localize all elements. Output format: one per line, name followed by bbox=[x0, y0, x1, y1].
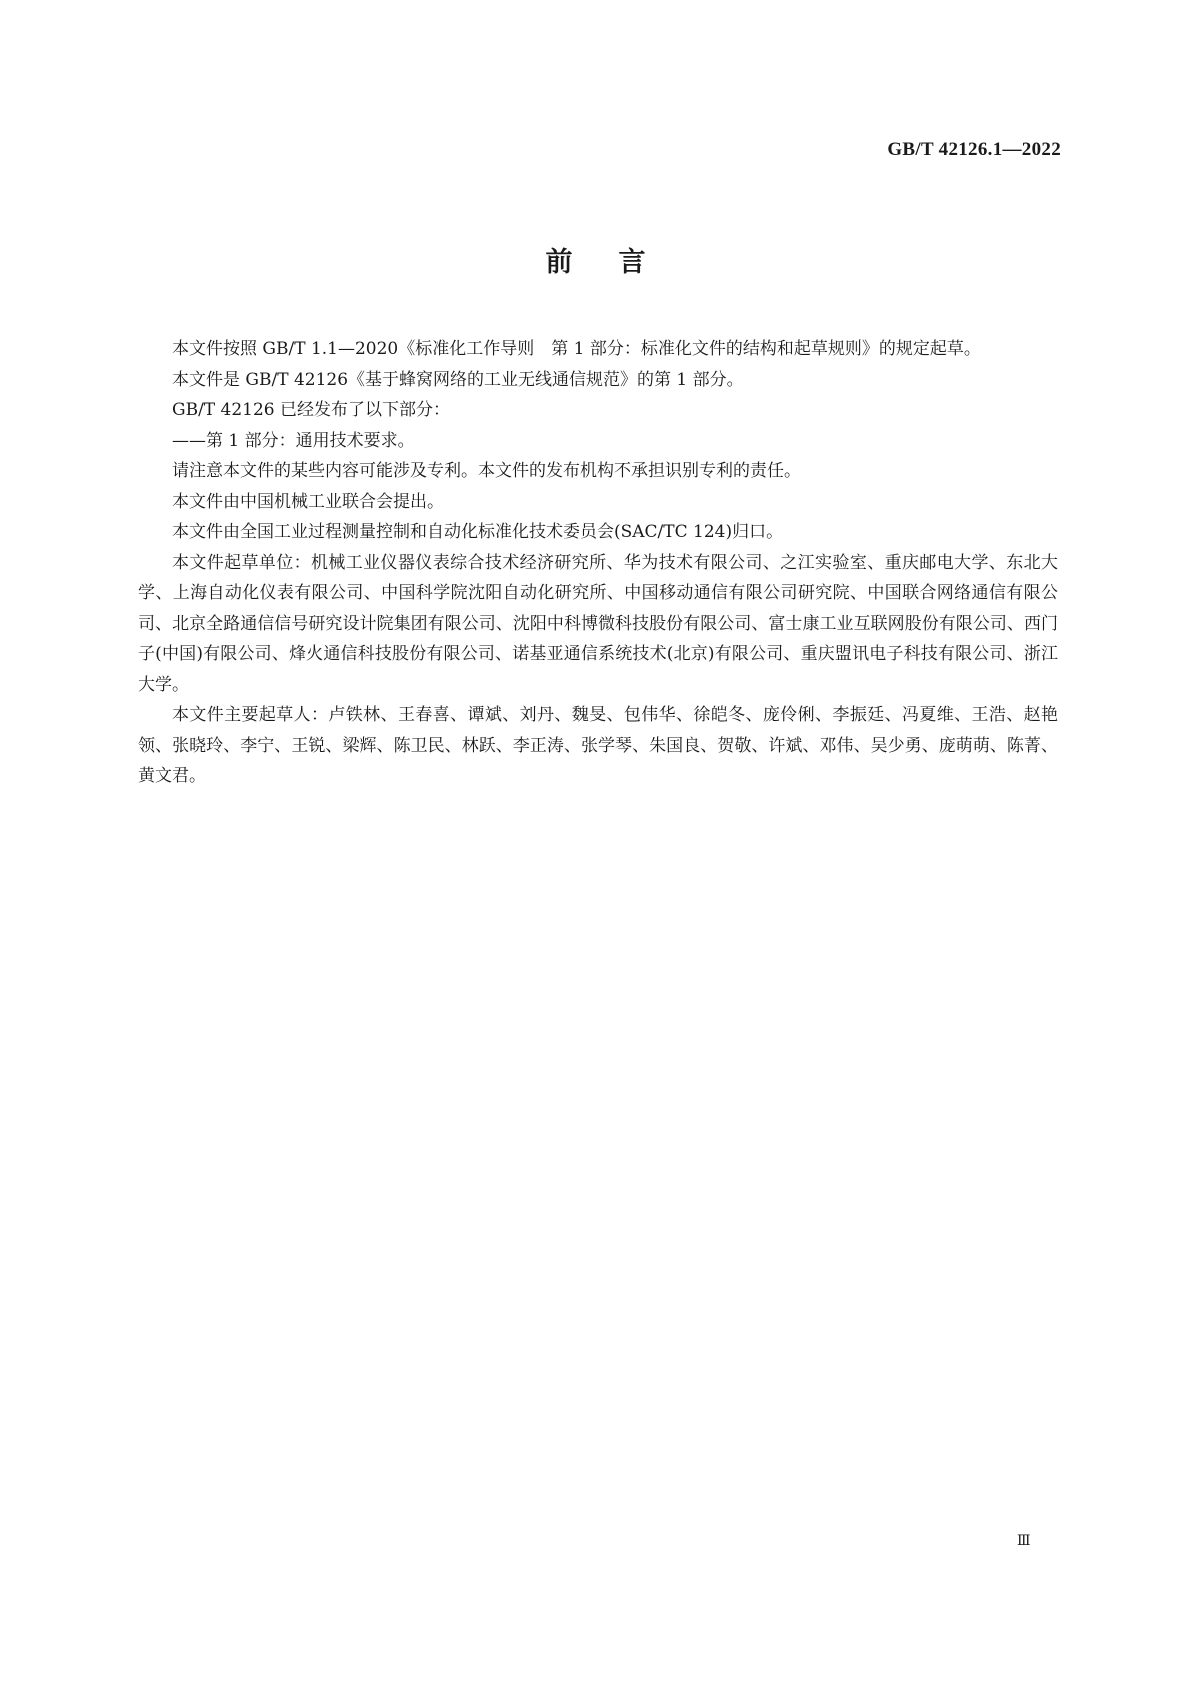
paragraph-drafting-organizations: 本文件起草单位：机械工业仪器仪表综合技术经济研究所、华为技术有限公司、之江实验室、重庆邮电大学、东北大学、上海自动化仪表有限公司、中国科学院沈阳自动化研究所、中国移动通信有限公司研究院、中国联合网络通信有限公司、北京全路通信信号研究设计院集团有限公司、沈阳中科博微科技股份有限公司、富士康工业互联网股份有限公司、西门子(中国)有限公司、烽火通信科技股份有限公司、诺基亚通信系统技术(北京)有限公司、重庆盟讯电子科技有限公司、浙江大学。 bbox=[138, 552, 1058, 695]
paragraph-part-of-series: 本文件是 GB/T 42126《基于蜂窝网络的工业无线通信规范》的第 1 部分。 bbox=[172, 369, 744, 390]
paragraph-proposed-by: 本文件由中国机械工业联合会提出。 bbox=[172, 491, 444, 512]
paragraph-published-parts: GB/T 42126 已经发布了以下部分： bbox=[172, 400, 451, 420]
paragraph-drafters: 本文件主要起草人：卢铁林、王春喜、谭斌、刘丹、魏旻、包伟华、徐皑冬、庞伶俐、李振廷、冯夏维、王浩、赵艳领、张晓玲、李宁、王锐、梁辉、陈卫民、林跃、李正涛、张学琴、朱国良、贺敬、许斌、邓伟、吴少勇、庞萌萌、陈菁、黄文君。 bbox=[138, 705, 1058, 786]
page-title: 前言 bbox=[545, 247, 692, 278]
paragraph-drafting-rules: 本文件按照 GB/T 1.1—2020《标准化工作导则 第 1 部分：标准化文件的结构和起草规则》的规定起草。 bbox=[172, 339, 981, 359]
foreword-body bbox=[138, 334, 1058, 792]
paragraph-part-1: ——第 1 部分：通用技术要求。 bbox=[172, 430, 415, 451]
document-code: GB/T 42126.1—2022 bbox=[887, 139, 1061, 160]
paragraph-under-jurisdiction: 本文件由全国工业过程测量控制和自动化标准化技术委员会(SAC/TC 124)归口。 bbox=[172, 522, 784, 542]
page-number: Ⅲ bbox=[1017, 1534, 1031, 1549]
paragraph-patent-notice: 请注意本文件的某些内容可能涉及专利。本文件的发布机构不承担识别专利的责任。 bbox=[172, 461, 801, 481]
